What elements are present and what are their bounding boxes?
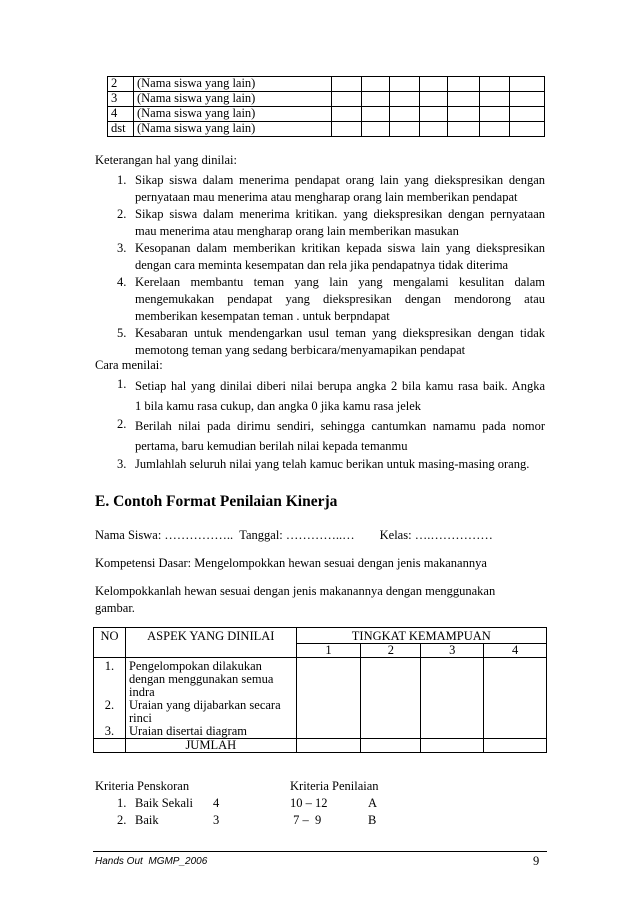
page-number: 9 <box>533 854 540 868</box>
list-number: 5. <box>117 326 127 340</box>
criteria-label: Baik <box>135 813 159 827</box>
aspect-numbers: 1. 2. 3. <box>94 658 126 739</box>
table-row <box>94 658 547 739</box>
performance-table <box>93 627 547 753</box>
penskoran-heading: Kriteria Penskoran <box>95 779 190 793</box>
row-number: 3 <box>108 92 134 107</box>
row-number: dst <box>108 122 134 137</box>
student-name: (Nama siswa yang lain) <box>133 77 331 92</box>
criteria-score: 3 <box>213 813 220 827</box>
criteria-label: Baik Sekali <box>135 796 193 810</box>
level-header: 2 <box>361 644 421 658</box>
footer-rule <box>93 851 547 852</box>
criteria-grade: B <box>368 813 377 827</box>
list-item: Sikap siswa dalam menerima pendapat orang lain yang diekspresikan dengan pernyataan mau menerima atau mengharap orang lain memberikan pendapat <box>135 173 545 204</box>
level-header: 3 <box>421 644 484 658</box>
criteria-number: 2. <box>117 813 127 827</box>
list-number: 4. <box>117 275 127 289</box>
table-row <box>108 122 545 137</box>
criteria-grade: A <box>368 796 378 810</box>
list-item: Jumlahlah seluruh nilai yang telah kamuc berikan untuk masing-masing orang. <box>135 457 530 471</box>
aspect-list: Pengelompokan dilakukan dengan menggunakan semua indra Uraian yang dijabarkan secara rinci Uraian disertai diagram <box>125 658 296 739</box>
student-name: (Nama siswa yang lain) <box>133 107 331 122</box>
penilaian-heading: Kriteria Penilaian <box>290 779 379 793</box>
total-row <box>94 739 547 753</box>
student-name: (Nama siswa yang lain) <box>133 122 331 137</box>
instruction-text: Kelompokkanlah hewan sesuai dengan jenis makanannya dengan menggunakan <box>95 584 496 598</box>
criteria-number: 1. <box>117 796 127 810</box>
row-number: 2 <box>108 77 134 92</box>
list-number: 3. <box>117 241 127 255</box>
list-number: 2. <box>117 417 127 431</box>
list-item: Kesopanan dalam memberikan kritikan kepada siswa lain yang diekspresikan dengan cara meminta kesempatan dan rela jika pendapatnya tidak diterima <box>135 241 545 272</box>
col-aspek-header: ASPEK YANG DINILAI <box>125 628 296 658</box>
level-header: 1 <box>296 644 361 658</box>
table-row <box>108 77 545 92</box>
list-number: 3. <box>117 457 127 471</box>
table-header-row <box>94 628 547 644</box>
kompetensi-text: Kompetensi Dasar: Mengelompokkan hewan sesuai dengan jenis makanannya <box>95 556 487 570</box>
list-item: Sikap siswa dalam menerima kritikan. yang diekspresikan dengan pernyataan mau menerima atau mengharap orang lain memberikan masukan <box>135 207 545 238</box>
row-number: 4 <box>108 107 134 122</box>
total-label: JUMLAH <box>125 739 296 753</box>
keterangan-heading: Keterangan hal yang dinilai: <box>95 153 237 167</box>
list-number: 1. <box>117 173 127 187</box>
criteria-range: 10 – 12 <box>290 796 328 810</box>
student-info-line: Nama Siswa: …………….. Tanggal: …………..… Kelas: ….…………… <box>95 528 493 542</box>
footer-text: Hands Out MGMP_2006 <box>95 856 208 867</box>
list-item: Berilah nilai pada dirimu sendiri, sehingga cantumkan namamu pada nomor pertama, baru kemudian berilah nilai kepada temanmu <box>135 419 545 453</box>
list-item: Setiap hal yang dinilai diberi nilai berupa angka 2 bila kamu rasa baik. Angka 1 bila kamu rasa cukup, dan angka 0 jika kamu rasa jelek <box>135 379 545 413</box>
student-name: (Nama siswa yang lain) <box>133 92 331 107</box>
col-tingkat-header: TINGKAT KEMAMPUAN <box>296 628 546 644</box>
instruction-text-cont: gambar. <box>95 601 135 615</box>
student-score-table <box>107 76 545 137</box>
col-no-header: NO <box>94 628 126 658</box>
table-row <box>108 107 545 122</box>
list-number: 2. <box>117 207 127 221</box>
criteria-range: 7 – 9 <box>290 813 322 827</box>
table-row <box>108 92 545 107</box>
section-title: E. Contoh Format Penilaian Kinerja <box>95 493 338 510</box>
list-item: Kesabaran untuk mendengarkan usul teman yang diekspresikan dengan tidak memotong teman yang sedang berbicara/menyamapikan pendapat <box>135 326 545 357</box>
cara-heading: Cara menilai: <box>95 358 163 372</box>
list-item: Kerelaan membantu teman yang lain yang mengalami kesulitan dalam mengemukakan pendapat yang diekspresikan dengan mendorong atau memberikan kesempatan teman . untuk berpndapat <box>135 275 545 323</box>
list-number: 1. <box>117 377 127 391</box>
criteria-score: 4 <box>213 796 220 810</box>
level-header: 4 <box>484 644 547 658</box>
